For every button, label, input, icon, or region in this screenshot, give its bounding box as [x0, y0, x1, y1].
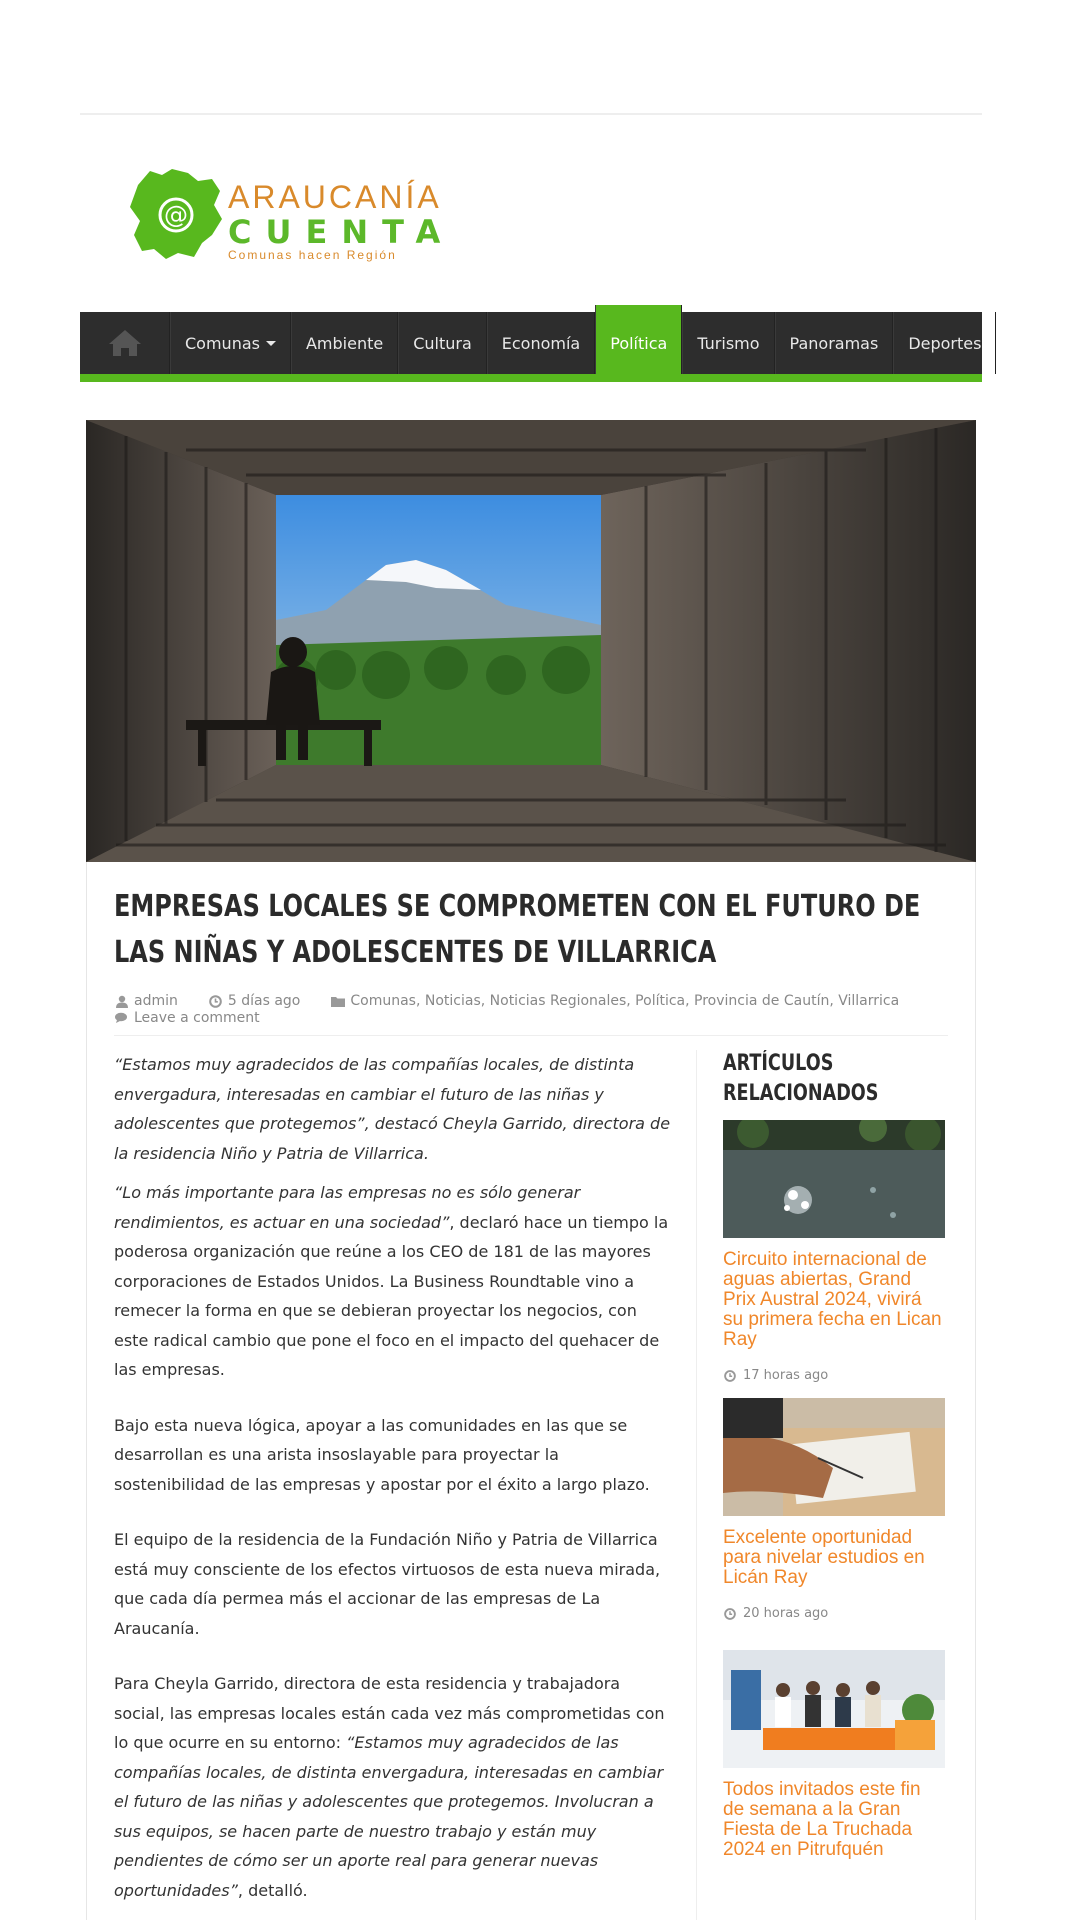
logo-tagline: Comunas hacen Región	[228, 248, 397, 262]
folder-icon	[330, 994, 346, 1008]
meta-divider	[114, 1035, 948, 1036]
related-article[interactable]	[723, 1120, 945, 1383]
chevron-down-icon	[266, 341, 276, 346]
nav-accent-bar	[80, 374, 982, 382]
paragraph-4: El equipo de la residencia de la Fundación Niño y Patria de Villarrica está muy consciente de los efectos virtuosos de esta nueva mirada, que cada día permea más el accionar de las empresas de La Araucanía.	[114, 1530, 661, 1638]
related-article-title[interactable]: Circuito internacional de aguas abiertas, Grand Prix Austral 2024, vivirá su primera fecha en Lican Ray	[723, 1249, 942, 1350]
related-article[interactable]	[723, 1398, 945, 1621]
svg-text:@: @	[164, 201, 188, 229]
related-article-title[interactable]: Todos invitados este fin de semana a la Gran Fiesta de La Truchada 2024 en Pitrufquén	[723, 1779, 921, 1860]
site-logo[interactable]	[128, 165, 455, 265]
leave-comment-link[interactable]: Leave a comment	[134, 1010, 260, 1026]
author-link[interactable]: admin	[134, 993, 178, 1009]
article-date: 5 días ago	[227, 993, 301, 1009]
paragraph-2-quote: “Lo más importante para las empresas no es sólo generar rendimientos, es actuar en una sociedad”	[114, 1183, 581, 1232]
nav-item-politica[interactable]: Política	[595, 305, 682, 374]
nav-item-cultura[interactable]: Cultura	[398, 312, 487, 374]
nav-item-comunas[interactable]: Comunas	[170, 312, 291, 374]
logo-title: ARAUCANÍA	[228, 179, 442, 215]
related-article-title[interactable]: Excelente oportunidad para nivelar estudios en Licán Ray	[723, 1527, 925, 1588]
article-meta	[114, 991, 903, 1028]
comments-icon	[114, 1011, 130, 1025]
nav-item-panoramas[interactable]: Panoramas	[775, 312, 894, 374]
user-icon	[114, 994, 130, 1008]
clock-icon	[208, 994, 224, 1008]
clock-icon	[723, 1369, 737, 1383]
paragraph-3: Bajo esta nueva lógica, apoyar a las comunidades en las que se desarrollan es una arista insoslayable para proyectar la sostenibilidad de las empresas y apostar por el éxito a largo plazo.	[114, 1415, 650, 1494]
article-body	[114, 1050, 674, 1920]
paragraph-2: , declaró hace un tiempo la poderosa organización que reúne a los CEO de 181 de las mayores corporaciones de Estados Unidos. La Business Roundtable vino a remecer la forma en que se debieran proyectar los negocios, con este radical cambio que pone el foco en el impacto del quehacer de las empresas.	[114, 1212, 669, 1379]
article-hero-image	[86, 420, 976, 862]
related-article-thumbnail[interactable]	[723, 1398, 945, 1516]
paragraph-1: “Estamos muy agradecidos de las compañías locales, de distinta envergadura, interesadas en cambiar el futuro de las niñas y adolescentes que protegemos”, destacó Cheyla Garrido, directora de la residencia Niño y Patria de Villarrica.	[114, 1055, 671, 1163]
logo-cuenta: CUENTA	[228, 213, 455, 251]
nav-item-economia[interactable]: Economía	[487, 312, 595, 374]
related-article-thumbnail[interactable]	[723, 1650, 945, 1768]
home-icon	[107, 328, 143, 358]
nav-item-ambiente[interactable]: Ambiente	[291, 312, 398, 374]
related-article-date: 17 horas ago	[723, 1368, 945, 1383]
related-article-date: 20 horas ago	[723, 1606, 945, 1621]
paragraph-5-end: , detalló.	[237, 1880, 308, 1900]
related-article-thumbnail[interactable]	[723, 1120, 945, 1238]
clock-icon	[723, 1607, 737, 1621]
nav-item-deportes[interactable]: Deportes	[893, 312, 996, 374]
top-divider	[80, 113, 982, 115]
main-nav	[80, 312, 982, 374]
article-title: EMPRESAS LOCALES SE COMPROMETEN CON EL FUTURO DE LAS NIÑAS Y ADOLESCENTES DE VILLARRICA	[114, 889, 921, 970]
araucania-map-icon	[128, 165, 224, 261]
paragraph-5-quote: “Estamos muy agradecidos de las compañías locales, de distinta envergadura, interesadas en cambiar el futuro de las niñas y adolescentes que protegemos. Involucran a sus equipos, se hacen parte de nuestro trabajo y están muy pendientes de cómo ser un aporte real para generar nuevas oportunidades”	[114, 1733, 664, 1900]
sidebar-divider	[696, 1050, 697, 1920]
nav-item-turismo[interactable]: Turismo	[682, 312, 774, 374]
category-links[interactable]: Comunas, Noticias, Noticias Regionales, Política, Provincia de Cautín, Villarrica	[350, 993, 900, 1009]
related-article[interactable]	[723, 1650, 945, 1860]
related-articles-heading: ARTÍCULOS RELACIONADOS	[723, 1051, 879, 1106]
nav-home[interactable]	[80, 312, 170, 374]
paragraph-5: Para Cheyla Garrido, directora de esta residencia y trabajadora social, las empresas locales están cada vez más comprometidas con lo que ocurre en su entorno:	[114, 1674, 665, 1752]
